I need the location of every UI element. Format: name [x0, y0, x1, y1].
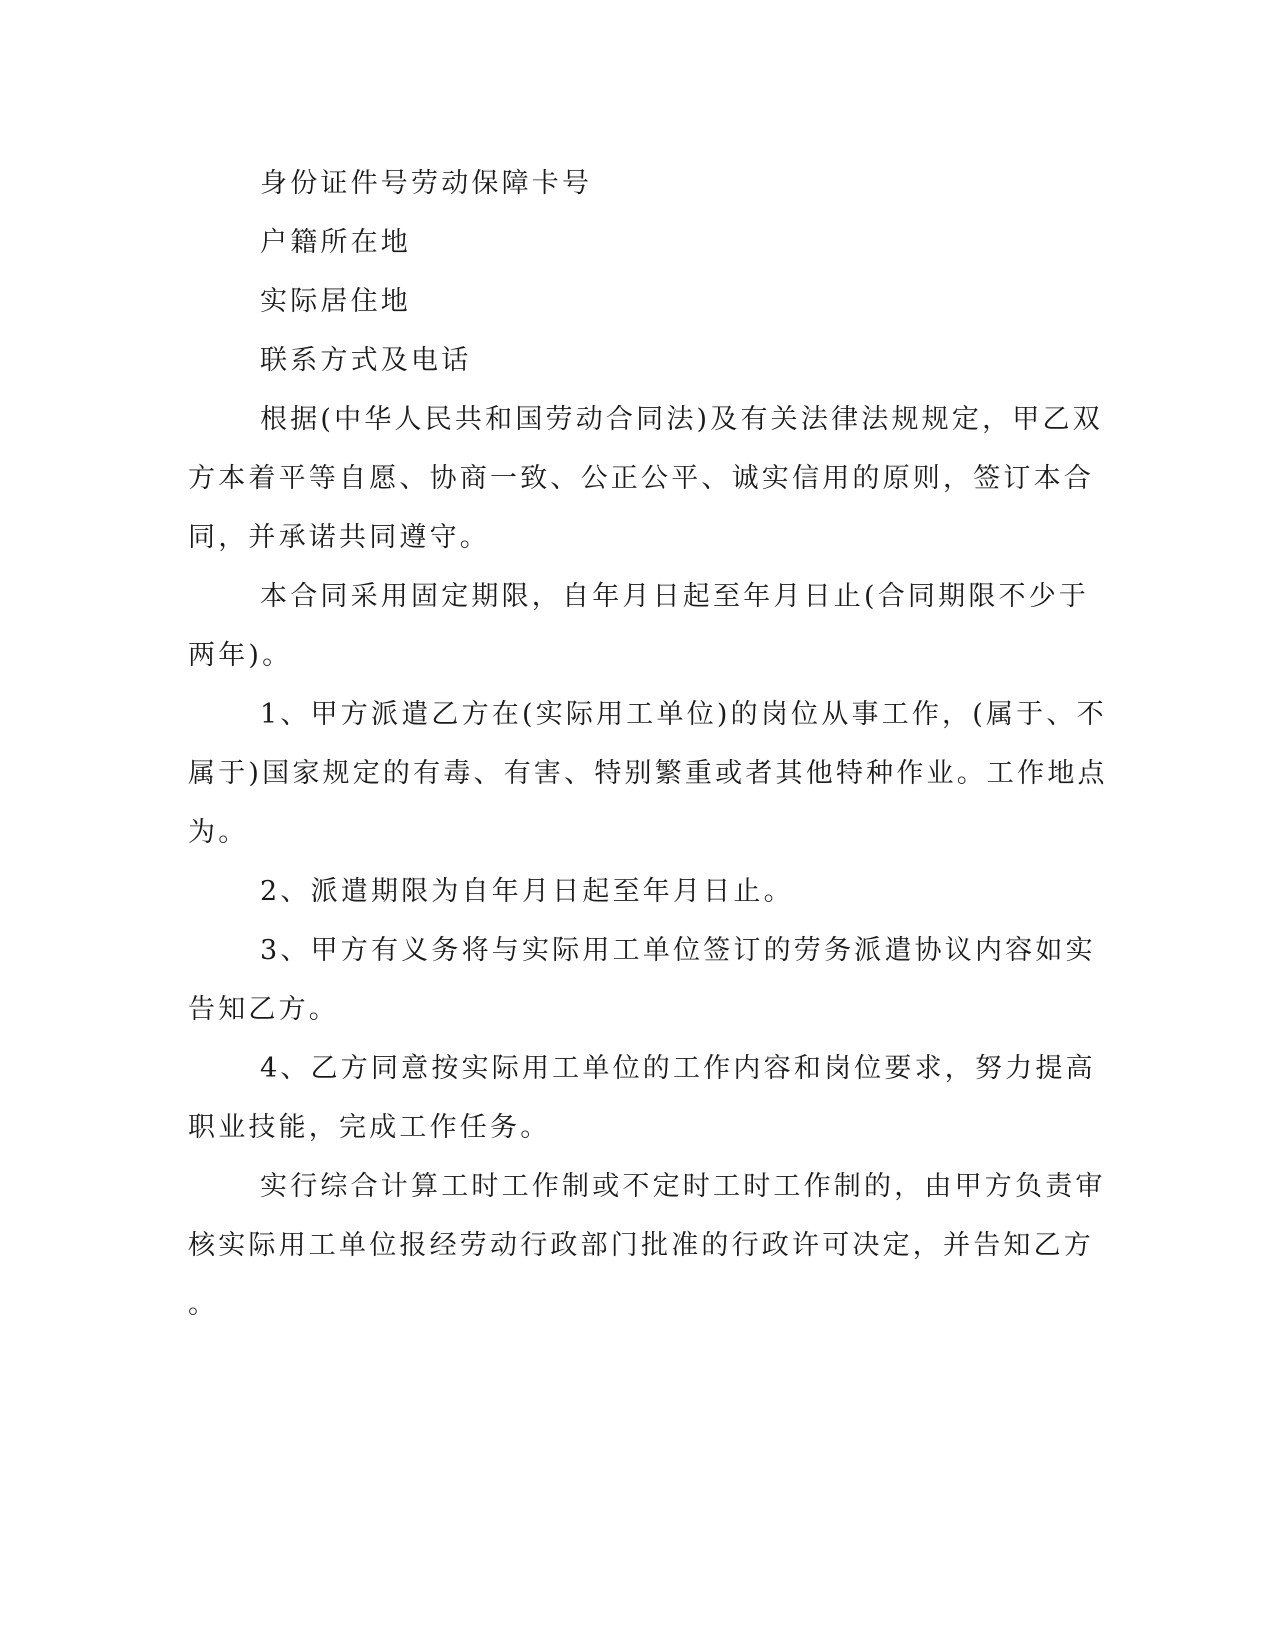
paragraph-line: 本合同采用固定期限，自年月日起至年月日止(合同期限不少于 [260, 581, 1090, 612]
paragraph-line: 属于)国家规定的有毒、有害、特别繁重或者其他特种作业。工作地点 [188, 758, 1108, 789]
paragraph-clause-1 [188, 685, 1108, 862]
paragraph-clause-3 [188, 921, 1096, 1039]
field-household-registration: 户籍所在地 [260, 227, 411, 258]
field-contact: 联系方式及电话 [260, 345, 472, 376]
paragraph-line: 核实际用工单位报经劳动行政部门批准的行政许可决定，并告知乙方 [188, 1230, 1094, 1261]
paragraph-line: 方本着平等自愿、协商一致、公正公平、诚实信用的原则，签订本合 [188, 463, 1094, 494]
paragraph-line: 1、甲方派遣乙方在(实际用工单位)的岗位从事工作，(属于、不 [260, 699, 1107, 730]
paragraph-line: 。 [188, 1289, 219, 1320]
field-id-number: 身份证件号劳动保障卡号 [260, 168, 593, 199]
paragraph-line: 实行综合计算工时工作制或不定时工时工作制的，由甲方负责审 [260, 1171, 1106, 1202]
field-residence: 实际居住地 [260, 286, 411, 317]
paragraph-contract-term [188, 567, 1090, 685]
paragraph-working-hours [188, 1157, 1106, 1334]
paragraph-line: 根据(中华人民共和国劳动合同法)及有关法律法规规定，甲乙双 [260, 404, 1103, 435]
paragraph-line: 为。 [188, 817, 249, 848]
paragraph-clause-4 [188, 1039, 1096, 1157]
paragraph-line: 同，并承诺共同遵守。 [188, 522, 490, 553]
paragraph-line: 两年)。 [188, 640, 293, 671]
document-body [188, 154, 1108, 1334]
paragraph-clause-2 [188, 862, 1048, 921]
paragraph-line: 职业技能，完成工作任务。 [188, 1112, 551, 1143]
paragraph-line: 告知乙方。 [188, 994, 339, 1025]
paragraph-line: 4、乙方同意按实际用工单位的工作内容和岗位要求，努力提高 [260, 1053, 1096, 1084]
paragraph-legal-basis [188, 390, 1103, 567]
paragraph-line: 3、甲方有义务将与实际用工单位签订的劳务派遣协议内容如实 [260, 935, 1096, 966]
paragraph-line: 2、派遣期限为自年月日起至年月日止。 [260, 876, 794, 907]
